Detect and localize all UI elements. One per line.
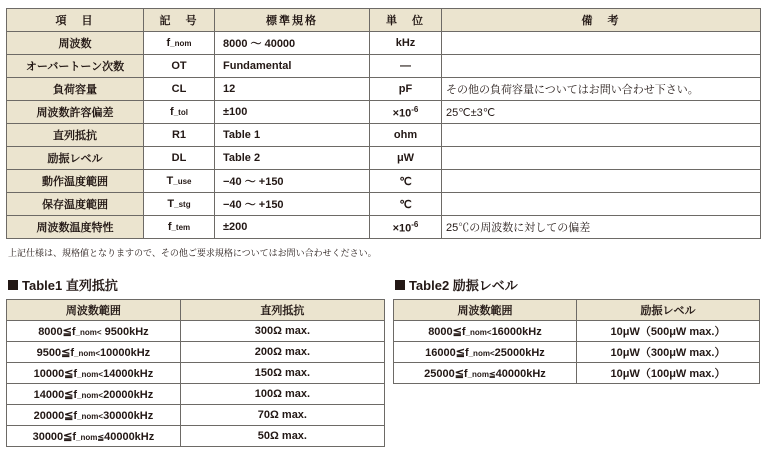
cell-symbol: CL — [144, 78, 215, 101]
cell-unit: $\times 10^{-6}$ — [370, 101, 442, 124]
cell-unit: $\times 10^{-6}$ — [370, 216, 442, 239]
table1-title — [8, 275, 385, 294]
cell-spec: −40 ～ +150 — [215, 170, 370, 193]
table1 — [6, 299, 385, 447]
cell-note — [442, 193, 761, 216]
cell-item: 保存温度範囲 — [7, 193, 144, 216]
cell-symbol: f_tol — [144, 101, 215, 124]
cell-note — [442, 32, 761, 55]
table-row — [7, 101, 761, 124]
cell-spec: 12 — [215, 78, 370, 101]
cell-series-resistance: 300Ω max. — [180, 321, 384, 342]
cell-note — [442, 147, 761, 170]
cell-frequency-range: 16000≦f_nom<25000kHz — [393, 342, 576, 363]
table-row — [393, 342, 759, 363]
cell-symbol: f_nom — [144, 32, 215, 55]
table-row — [393, 321, 759, 342]
table-row — [7, 363, 385, 384]
cell-drive-level: 10μW（100μW max.） — [576, 363, 759, 384]
cell-unit: ℃ — [370, 170, 442, 193]
table-row — [7, 78, 761, 101]
table-row — [7, 55, 761, 78]
sub-tables-row — [6, 275, 760, 447]
table-row — [7, 426, 385, 447]
table1-block — [6, 275, 385, 447]
cell-spec: ±200 — [215, 216, 370, 239]
table1-title-text: Table1 直列抵抗 — [22, 278, 118, 293]
footnote-text: 上記仕様は、規格値となりますので、その他ご要求規格についてはお問い合わせください。 — [8, 248, 377, 258]
bullet-square-icon — [395, 280, 405, 290]
cell-frequency-range: 8000≦f_nom<16000kHz — [393, 321, 576, 342]
cell-item: 励振レベル — [7, 147, 144, 170]
cell-note: その他の負荷容量についてはお問い合わせ下さい。 — [442, 78, 761, 101]
cell-note — [442, 55, 761, 78]
column-header-unit: 単 位 — [370, 9, 442, 32]
cell-item: 負荷容量 — [7, 78, 144, 101]
cell-frequency-range: 25000≦f_nom≦40000kHz — [393, 363, 576, 384]
cell-unit: μW — [370, 147, 442, 170]
table1-header-row — [7, 300, 385, 321]
cell-spec: Table 1 — [215, 124, 370, 147]
column-header-spec: 標準規格 — [215, 9, 370, 32]
table2-title — [395, 275, 760, 294]
cell-note — [442, 170, 761, 193]
table2-header-row — [393, 300, 759, 321]
cell-unit: ohm — [370, 124, 442, 147]
table1-column-header-range: 周波数範囲 — [7, 300, 181, 321]
cell-spec: Table 2 — [215, 147, 370, 170]
cell-drive-level: 10μW（300μW max.） — [576, 342, 759, 363]
bullet-square-icon — [8, 280, 18, 290]
table-row — [7, 124, 761, 147]
cell-frequency-range: 20000≦f_nom<30000kHz — [7, 405, 181, 426]
table2-title-text: Table2 励振レベル — [408, 278, 518, 293]
cell-spec: −40 ～ +150 — [215, 193, 370, 216]
cell-unit: pF — [370, 78, 442, 101]
cell-drive-level: 10μW（500μW max.） — [576, 321, 759, 342]
cell-symbol: T_stg — [144, 193, 215, 216]
cell-series-resistance: 100Ω max. — [180, 384, 384, 405]
cell-note: 25℃±3℃ — [442, 101, 761, 124]
cell-frequency-range: 10000≦f_nom<14000kHz — [7, 363, 181, 384]
column-header-item: 項 目 — [7, 9, 144, 32]
table-row — [7, 342, 385, 363]
table-row — [7, 170, 761, 193]
table-row — [7, 32, 761, 55]
cell-spec: ±100 — [215, 101, 370, 124]
table2-column-header-value: 励振レベル — [576, 300, 759, 321]
specification-table — [6, 8, 761, 239]
table2-column-header-range: 周波数範囲 — [393, 300, 576, 321]
table-row — [7, 147, 761, 170]
cell-frequency-range: 30000≦f_nom≦40000kHz — [7, 426, 181, 447]
cell-unit: — — [370, 55, 442, 78]
cell-item: 直列抵抗 — [7, 124, 144, 147]
cell-series-resistance: 150Ω max. — [180, 363, 384, 384]
table-row — [7, 321, 385, 342]
cell-item: 周波数許容偏差 — [7, 101, 144, 124]
table-row — [7, 216, 761, 239]
cell-symbol: T_use — [144, 170, 215, 193]
cell-note: 25℃の周波数に対しての偏差 — [442, 216, 761, 239]
cell-item: 周波数温度特性 — [7, 216, 144, 239]
column-header-note: 備 考 — [442, 9, 761, 32]
cell-series-resistance: 70Ω max. — [180, 405, 384, 426]
cell-spec: 8000 ～ 40000 — [215, 32, 370, 55]
cell-symbol: OT — [144, 55, 215, 78]
table2-block — [393, 275, 760, 384]
table-header-row — [7, 9, 761, 32]
cell-unit: kHz — [370, 32, 442, 55]
cell-series-resistance: 200Ω max. — [180, 342, 384, 363]
table1-column-header-value: 直列抵抗 — [180, 300, 384, 321]
cell-frequency-range: 8000≦f_nom< 9500kHz — [7, 321, 181, 342]
table-row — [393, 363, 759, 384]
cell-unit: ℃ — [370, 193, 442, 216]
table2 — [393, 299, 760, 384]
cell-note — [442, 124, 761, 147]
table-row — [7, 405, 385, 426]
cell-series-resistance: 50Ω max. — [180, 426, 384, 447]
cell-symbol: DL — [144, 147, 215, 170]
cell-symbol: f_tem — [144, 216, 215, 239]
cell-spec: Fundamental — [215, 55, 370, 78]
cell-item: 動作温度範囲 — [7, 170, 144, 193]
cell-frequency-range: 9500≦f_nom<10000kHz — [7, 342, 181, 363]
table-row — [7, 384, 385, 405]
cell-item: オーバートーン次数 — [7, 55, 144, 78]
cell-symbol: R1 — [144, 124, 215, 147]
cell-item: 周波数 — [7, 32, 144, 55]
table-row — [7, 193, 761, 216]
column-header-symbol: 記 号 — [144, 9, 215, 32]
cell-frequency-range: 14000≦f_nom<20000kHz — [7, 384, 181, 405]
